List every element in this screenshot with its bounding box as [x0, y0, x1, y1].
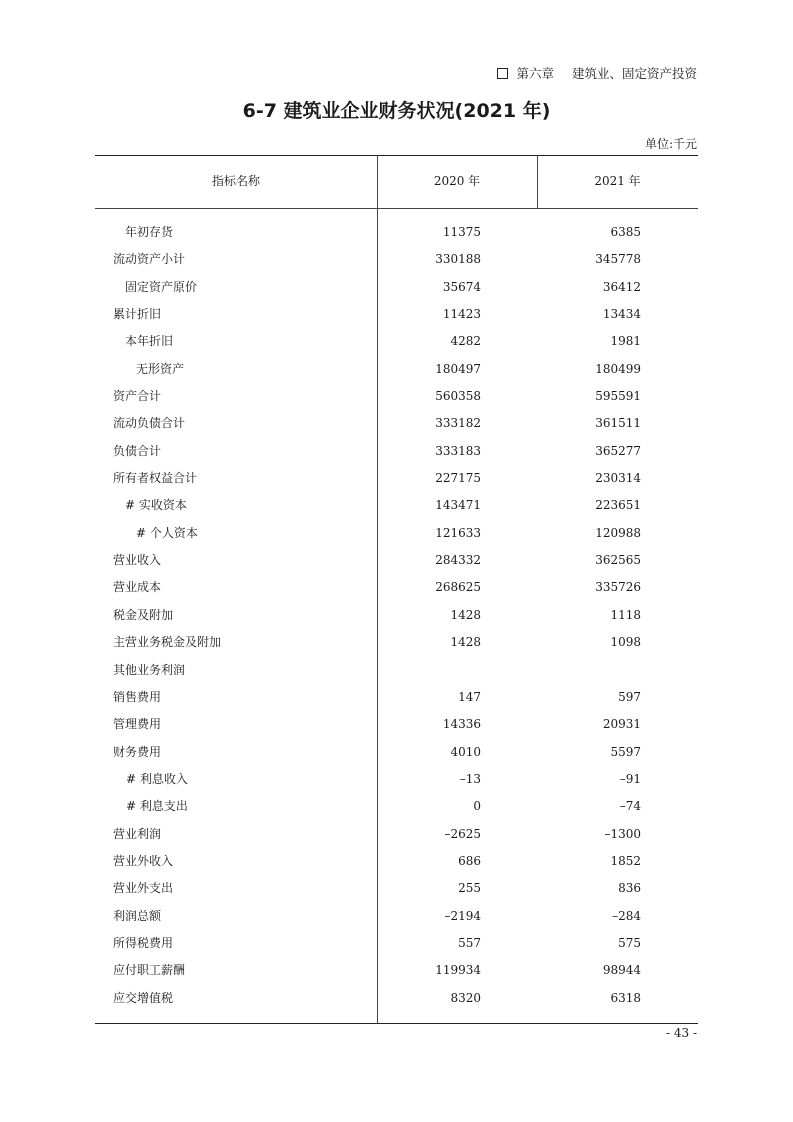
row-label: 其他业务利润 [113, 662, 186, 677]
value-2021: 6385 [610, 225, 641, 239]
value-2021: 595591 [595, 389, 641, 404]
value-2021: 5597 [610, 744, 641, 759]
table-row [95, 246, 698, 273]
table-row [95, 301, 698, 328]
table-row [95, 793, 698, 820]
table-row [95, 410, 698, 437]
value-2021: 1118 [610, 607, 641, 622]
value-2021: –74 [619, 799, 641, 814]
value-2021: –91 [619, 771, 641, 786]
value-2020: 560358 [435, 389, 481, 404]
table-row [95, 602, 698, 629]
value-2021: 345778 [595, 252, 641, 267]
row-label: 所有者权益合计 [113, 471, 198, 486]
row-label: 税金及附加 [113, 607, 174, 622]
row-label: 营业收入 [113, 553, 162, 568]
value-2021: 180499 [595, 361, 641, 376]
value-2020: 8320 [450, 990, 481, 1005]
row-label: 营业利润 [113, 826, 162, 841]
table-body [95, 219, 698, 1012]
value-2021: 20931 [602, 717, 641, 732]
value-2020: 1428 [450, 635, 481, 650]
running-header [497, 64, 697, 82]
value-2020: 284332 [435, 553, 481, 568]
table-row [95, 328, 698, 355]
row-label: 流动资产小计 [113, 252, 186, 267]
value-2021: 361511 [595, 416, 641, 431]
value-2020: –2625 [444, 826, 481, 841]
value-2021: –284 [612, 908, 641, 923]
table-row [95, 465, 698, 492]
table-row [95, 274, 698, 301]
value-2021: –1300 [604, 826, 641, 841]
row-label: 累计折旧 [113, 307, 162, 322]
table-row [95, 574, 698, 601]
row-label: 负债合计 [113, 443, 162, 458]
value-2020: 147 [458, 689, 481, 704]
value-2021: 120988 [595, 525, 641, 540]
value-2021: 335726 [595, 580, 641, 595]
value-2020: –13 [459, 771, 481, 786]
value-2020: 686 [458, 853, 481, 868]
value-2020: 268625 [435, 580, 481, 595]
value-2021: 223651 [595, 498, 641, 513]
table-row [95, 629, 698, 656]
value-2020: 1428 [450, 607, 481, 622]
row-label: 本年折旧 [125, 334, 174, 349]
row-label: 主营业务税金及附加 [113, 635, 222, 650]
value-2021: 1852 [610, 853, 641, 868]
row-label: # 个人资本 [136, 525, 198, 540]
table-row [95, 848, 698, 875]
value-2021: 1981 [610, 334, 641, 349]
table-row [95, 657, 698, 684]
table-row [95, 739, 698, 766]
table-row [95, 766, 698, 793]
value-2021: 1098 [610, 635, 641, 650]
row-label: 营业成本 [113, 580, 162, 595]
value-2020: 121633 [435, 525, 481, 540]
table-row [95, 438, 698, 465]
table-row [95, 684, 698, 711]
value-2020: 557 [458, 935, 481, 950]
page-number: - 43 - [665, 1026, 697, 1040]
value-2020: 0 [473, 799, 481, 814]
column-header-name: 指标名称 [211, 174, 260, 188]
table-row [95, 821, 698, 848]
column-header-2020: 2020 年 [433, 174, 481, 188]
value-2020: 180497 [435, 361, 481, 376]
value-2020: 11423 [442, 307, 481, 322]
row-label: 销售费用 [113, 689, 162, 704]
value-2020: 4010 [450, 744, 481, 759]
table-header-rule [95, 208, 698, 209]
value-2021: 6318 [610, 990, 641, 1005]
value-2021: 836 [618, 881, 641, 896]
value-2020: 333182 [435, 416, 481, 431]
value-2020: 14336 [442, 717, 481, 732]
row-label: 应付职工薪酬 [113, 963, 186, 978]
value-2020: 35674 [442, 279, 481, 294]
value-2021: 575 [618, 935, 641, 950]
row-label: 营业外收入 [113, 853, 174, 868]
row-label: 流动负债合计 [113, 416, 186, 431]
value-2020: 119934 [435, 963, 481, 978]
table-row [95, 547, 698, 574]
value-2021: 98944 [602, 963, 641, 978]
table-row [95, 219, 698, 246]
table-row [95, 903, 698, 930]
value-2021: 365277 [595, 443, 641, 458]
table-row [95, 520, 698, 547]
row-label: 管理费用 [113, 717, 162, 732]
section-label: 建筑业、固定资产投资 [571, 66, 697, 81]
value-2021: 230314 [595, 471, 641, 486]
row-label: 年初存货 [125, 225, 174, 239]
value-2020: 333183 [435, 443, 481, 458]
value-2021: 362565 [595, 553, 641, 568]
row-label: # 实收资本 [125, 498, 187, 513]
table-row [95, 985, 698, 1012]
row-label: 资产合计 [113, 389, 162, 404]
table-row [95, 711, 698, 738]
row-label: 所得税费用 [113, 935, 174, 950]
value-2020: 4282 [450, 334, 481, 349]
column-header-2021: 2021 年 [594, 174, 641, 188]
value-2021: 13434 [602, 307, 641, 322]
value-2020: –2194 [444, 908, 481, 923]
square-outline-icon [497, 68, 508, 79]
value-2020: 227175 [435, 471, 481, 486]
row-label: 利润总额 [113, 908, 162, 923]
value-2020: 143471 [435, 498, 481, 513]
table-title: 6-7 建筑业企业财务状况(2021 年) [242, 100, 551, 122]
row-label: # 利息支出 [126, 799, 188, 814]
table-row [95, 875, 698, 902]
row-label: # 利息收入 [126, 771, 188, 786]
row-label: 财务费用 [113, 744, 162, 759]
row-label: 应交增值税 [113, 990, 174, 1005]
row-label: 固定资产原价 [125, 279, 198, 294]
table-bottom-rule [95, 1023, 698, 1024]
unit-label: 单位:千元 [644, 137, 697, 151]
value-2020: 330188 [435, 252, 481, 267]
value-2020: 255 [458, 881, 481, 896]
table-row [95, 930, 698, 957]
value-2021: 597 [618, 689, 641, 704]
chapter-label: 第六章 [516, 66, 554, 81]
row-label: 无形资产 [136, 361, 185, 376]
table-row [95, 957, 698, 984]
table-row [95, 383, 698, 410]
value-2020: 11375 [442, 225, 481, 239]
row-label: 营业外支出 [113, 881, 174, 896]
table-row [95, 492, 698, 519]
table-row [95, 356, 698, 383]
value-2021: 36412 [602, 279, 641, 294]
